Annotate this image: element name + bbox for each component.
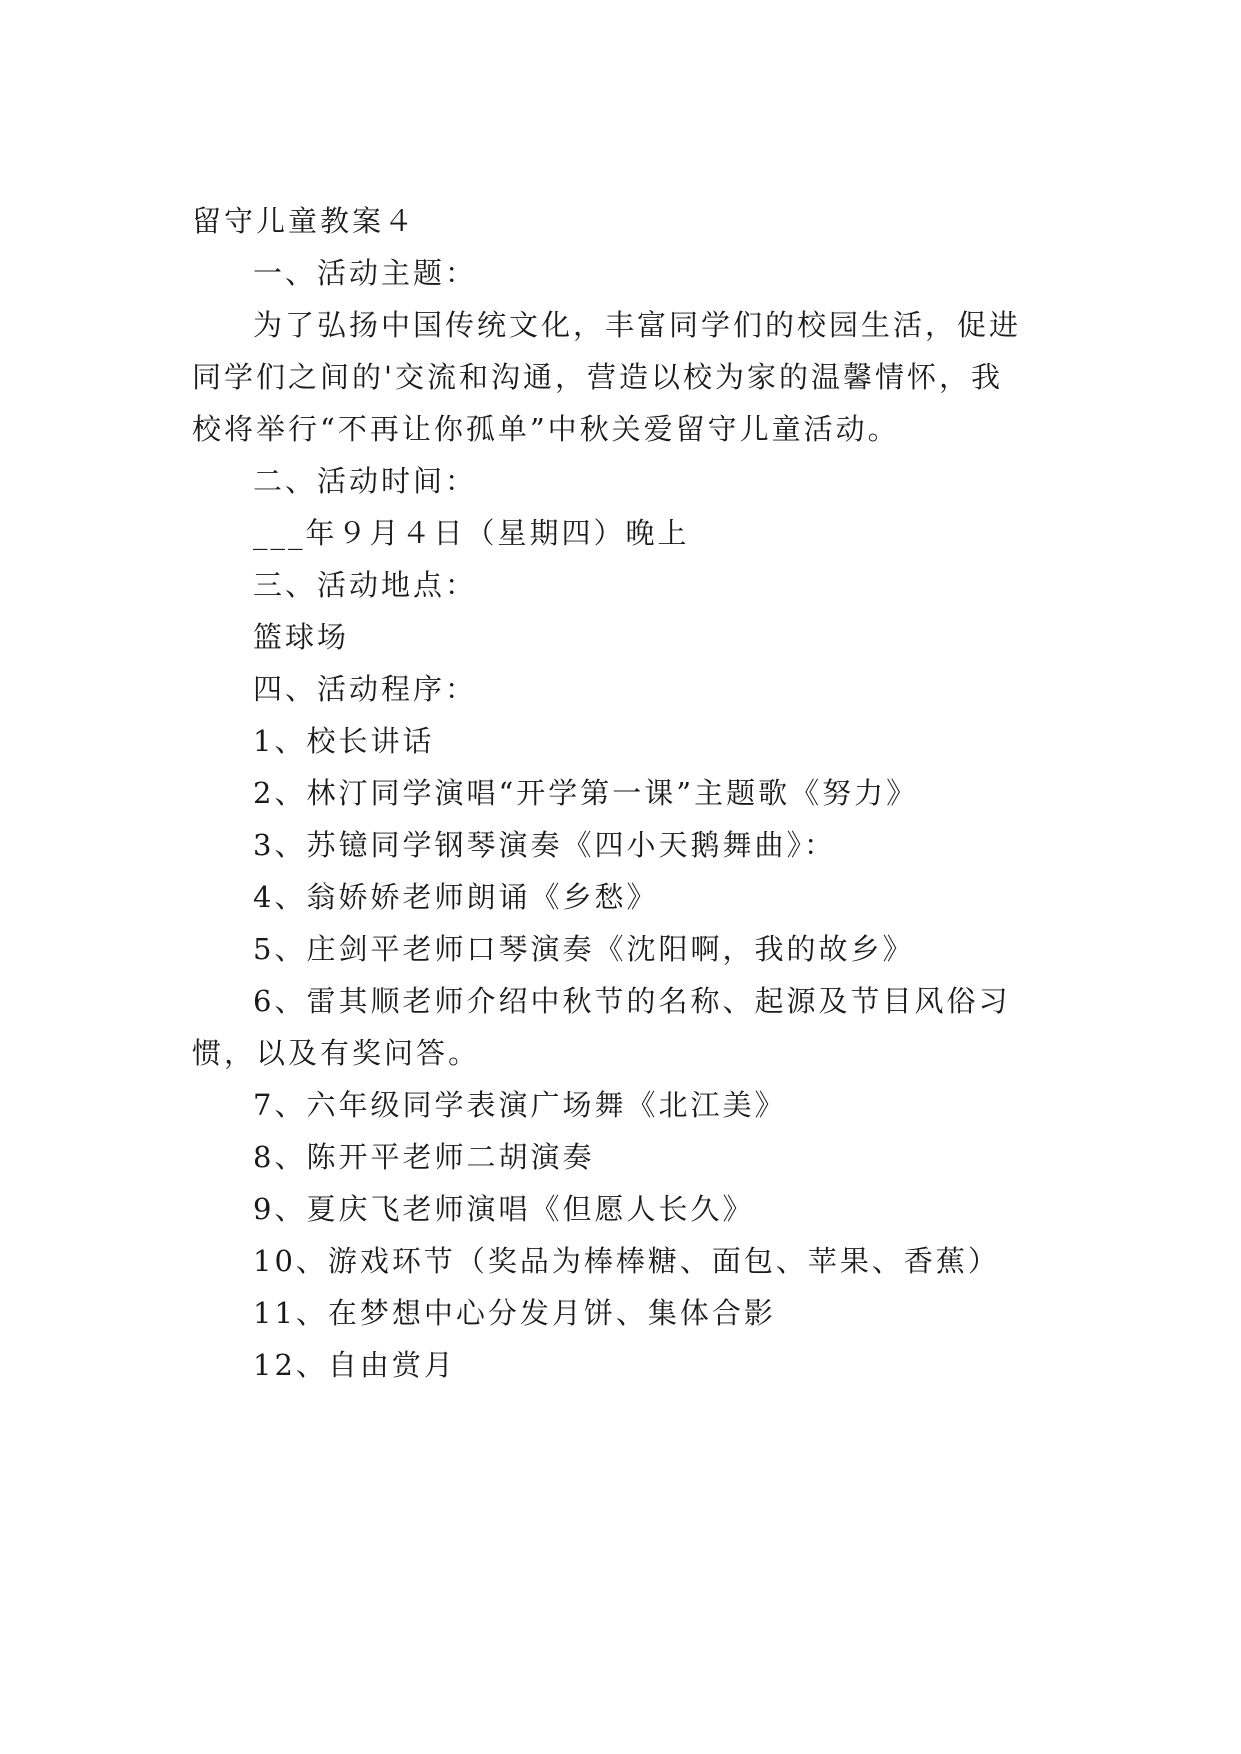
program-item: 12、自由赏月 [253, 1348, 456, 1382]
program-item-continuation: 惯，以及有奖问答。 [192, 1036, 481, 1070]
activity-location: 篮球场 [253, 620, 350, 654]
section-heading-time: 二、活动时间： [253, 464, 478, 498]
paragraph-line: 校将举行“不再让你孤单”中秋关爱留守儿童活动。 [192, 412, 900, 446]
program-item: 7、六年级同学表演广场舞《北江美》 [253, 1088, 787, 1122]
program-item: 10、游戏环节（奖品为棒棒糖、面包、苹果、香蕉） [253, 1244, 1000, 1278]
program-item: 9、夏庆飞老师演唱《但愿人长久》 [253, 1192, 755, 1226]
program-item: 6、雷其顺老师介绍中秋节的名称、起源及节目风俗习 [253, 984, 1011, 1018]
paragraph-line: 为了弘扬中国传统文化，丰富同学们的校园生活，促进 [253, 308, 1022, 342]
paragraph-line: 同学们之间的'交流和沟通，营造以校为家的温馨情怀，我 [192, 360, 1003, 394]
document-title: 留守儿童教案４ [192, 204, 417, 238]
program-item: 1、校长讲话 [253, 724, 435, 758]
section-heading-program: 四、活动程序： [253, 672, 478, 706]
section-heading-location: 三、活动地点： [253, 568, 478, 602]
program-item: 3、苏镱同学钢琴演奏《四小天鹅舞曲》： [253, 828, 836, 862]
program-item: 4、翁娇娇老师朗诵《乡愁》 [253, 880, 659, 914]
program-item: 11、在梦想中心分发月饼、集体合影 [253, 1296, 776, 1330]
activity-time: ___年９月４日（星期四）晚上 [253, 516, 690, 550]
section-heading-theme: 一、活动主题： [253, 256, 478, 290]
program-item: 2、林汀同学演唱“开学第一课”主题歌《努力》 [253, 776, 919, 810]
program-item: 8、陈开平老师二胡演奏 [253, 1140, 595, 1174]
program-item: 5、庄剑平老师口琴演奏《沈阳啊，我的故乡》 [253, 932, 915, 966]
